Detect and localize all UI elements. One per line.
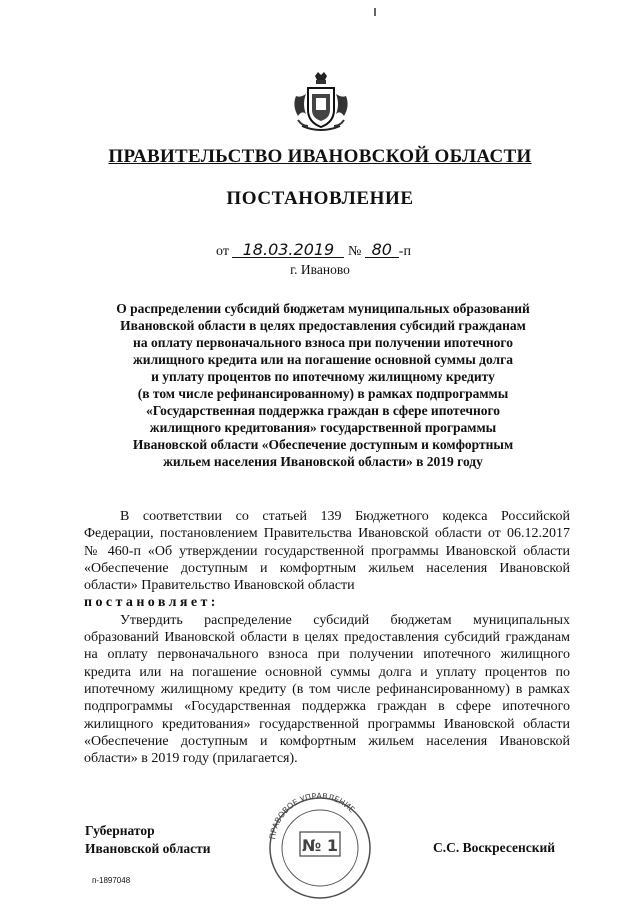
- title-line: жильем населения Ивановской области» в 2019 году: [163, 454, 483, 469]
- document-number: 80: [365, 243, 399, 258]
- signatory-title: [85, 822, 211, 858]
- coat-of-arms-emblem: [288, 70, 354, 136]
- signatory-name: С.С. Воскресенский: [433, 840, 556, 855]
- title-line: и уплату процентов по ипотечному жилищному кредиту: [151, 369, 495, 384]
- document-date: 18.03.2019: [232, 243, 344, 258]
- signatory-title-line: Губернатор: [85, 823, 155, 838]
- scan-mark: [374, 8, 376, 16]
- document-body: [84, 508, 570, 767]
- title-line: О распределении субсидий бюджетам муниципальных образований: [116, 301, 530, 316]
- number-sign: №: [347, 244, 362, 259]
- decree-word: постановляет:: [84, 595, 219, 611]
- document-code: п-1897048: [92, 876, 131, 885]
- title-line: «Государственная поддержка граждан в сфере ипотечного: [145, 403, 501, 418]
- document-city: г. Иваново: [290, 262, 350, 277]
- stamp-number: № 1: [302, 836, 338, 855]
- number-suffix: -п: [398, 244, 411, 259]
- title-line: Ивановской области в целях предоставления субсидий гражданам: [120, 318, 526, 333]
- decree-paragraph: Утвердить распределение субсидий бюджетам муниципальных образований Ивановской области в целях предоставления субсидий гражданам на оплату первоначального взноса при получении ипотечного жилищного кредита или на погашение основной суммы долга и уплату процентов по ипотечному жилищному кредиту (в том числе рефинансированному) в рамках подпрограммы «Государственная поддержка граждан в сфере ипотечного жилищного кредитования» государственной программы Ивановской области «Обеспечение доступным и комфортным жильем населения Ивановской области» в 2019 году (прилагается).: [84, 612, 570, 767]
- signatory-title-line: Ивановской области: [85, 841, 211, 856]
- date-prefix: от: [216, 244, 229, 259]
- stamp-text: ПРАВОВОЕ УПРАВЛЕНИЕ: [268, 791, 357, 840]
- svg-text:ПРАВОВОЕ УПРАВЛЕНИЕ: [268, 792, 356, 840]
- title-line: (в том числе рефинансированному) в рамках подпрограммы: [137, 386, 509, 401]
- preamble-paragraph: В соответствии со статьей 139 Бюджетного кодекса Российской Федерации, постановлением Правительства Ивановской области от 06.12.2017 № 460-п «Об утверждении государственной программы Ивановской области «Обеспечение доступным и комфортным жильем населения Ивановской области» Правительство Ивановской области постановляет:: [84, 509, 570, 611]
- title-line: Ивановской области «Обеспечение доступным и комфортным: [132, 437, 514, 452]
- title-line: жилищного кредитования» государственной программы: [149, 420, 497, 435]
- organization-name: ПРАВИТЕЛЬСТВО ИВАНОВСКОЙ ОБЛАСТИ: [108, 146, 532, 167]
- document-title: [88, 300, 558, 470]
- official-stamp: [258, 790, 378, 902]
- title-line: жилищного кредита или на погашение основной суммы долга: [133, 352, 513, 367]
- date-number-line: [216, 240, 411, 260]
- document-type-heading: ПОСТАНОВЛЕНИЕ: [226, 188, 414, 209]
- title-line: на оплату первоначального взноса при получении ипотечного: [133, 335, 513, 350]
